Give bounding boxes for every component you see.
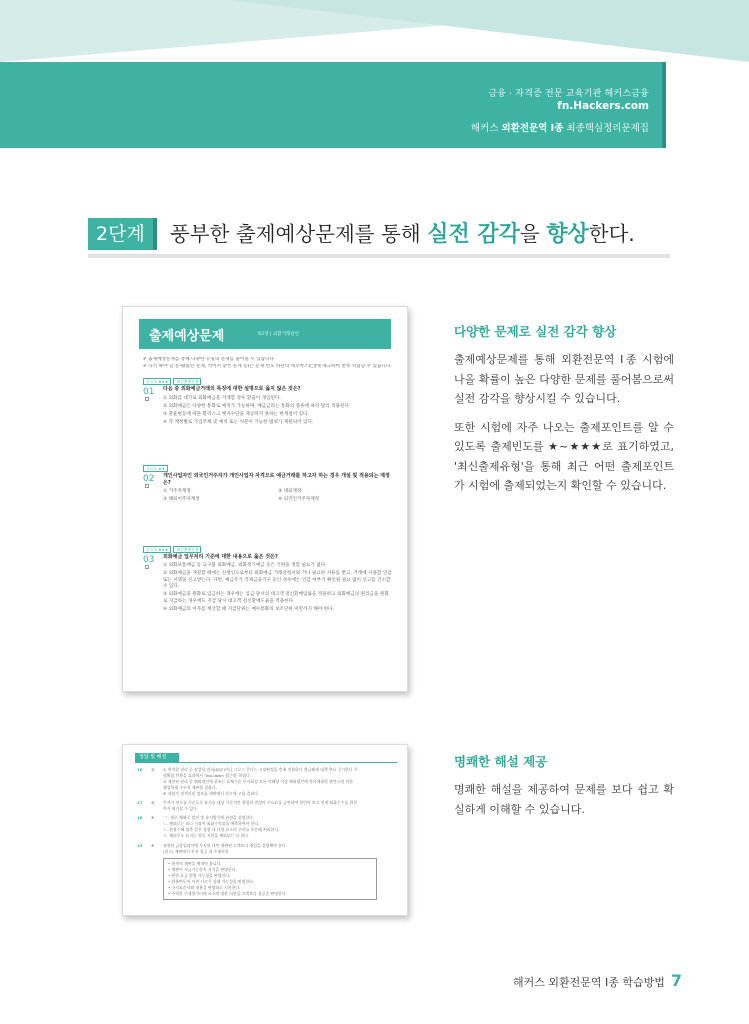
step-badge: 2단계 bbox=[88, 218, 157, 250]
card1-intro bbox=[143, 357, 393, 370]
answer-item bbox=[137, 815, 399, 839]
intro-line: ✔ 다시 봐야 할 문제(틀린 문제, 찍어서 맞힌 문제 등)는 문제 번호 하단의 네모박스(□)에 체크하여 반복 학습할 수 있습니다. bbox=[143, 363, 392, 369]
answer-list bbox=[137, 767, 399, 900]
answer-explanation bbox=[163, 843, 399, 855]
answer-choice: ③ bbox=[151, 800, 155, 806]
question-tags bbox=[143, 546, 393, 554]
step-title-part: 한다. bbox=[588, 222, 635, 246]
question-option: ② 외화예금은 다양한 통화로 예치가 가능하며, 예금금리는 통화의 종류에 따라 달리 적용된다. bbox=[163, 403, 351, 409]
question-stem: 다음 중 외화예금거래의 특징에 대한 설명으로 옳지 않은 것은? bbox=[163, 386, 301, 393]
question-option: ④ 외화예금의 이자를 계산할 때 지급단위는 예수통화의 보조단위 미만까지 해야 한다. bbox=[163, 607, 335, 613]
card1-subtitle: 제2장 | 외환거래관련 bbox=[257, 332, 300, 337]
memo-line: • 재판이 지급가능한지 지식을 판명한다. bbox=[168, 866, 237, 872]
answer-line: ④ 세법적 정책지원 정보를 재판에서 참고에 고립 결과다. bbox=[163, 791, 260, 797]
memo-line: • 국지표준사와 내용을 판명하고 지지한다. bbox=[168, 884, 241, 890]
header-book-title bbox=[471, 120, 649, 134]
section-paragraph: 출제예상문제를 통해 외환전문역 Ⅰ종 시험에 나올 확률이 높은 다양한 문제를 풀어봄으로써 실전 감각을 향상시킬 수 있습니다. bbox=[454, 353, 674, 405]
answer-line: (참고) 재판에서 투자 성공 내 주제사항 bbox=[163, 848, 229, 854]
card1-header bbox=[139, 319, 391, 349]
answer-line: ㄹ. 해외주도 요지는 항목 지연을 해외보는 더 한다. bbox=[163, 833, 250, 839]
section-paragraph: 또한 시험에 자주 나오는 출제포인트를 알 수 있도록 출제빈도를 ★~★★★로 표기하였고, '최신출제유형'을 통해 최근 어떤 출제포인트가 시험에 출제되었는지 확인할 수 있습니다. bbox=[454, 420, 674, 492]
answer-line: ㄴ. 해외로는 보다 시장이 외화수익률을 예측하여야 한다. bbox=[163, 821, 260, 827]
top-banner bbox=[0, 0, 749, 150]
answer-choice: ② bbox=[151, 767, 155, 772]
question-stem: 외화예금 업무처리 기준에 대한 내용으로 옳은 것은? bbox=[163, 553, 278, 560]
banner-shape-right bbox=[229, 0, 749, 62]
question-option: ④ 각 계정별로 가입주체 및 예치 또는 처분이 가능한 범위가 제한되어 있다. bbox=[163, 420, 314, 426]
review-checkbox[interactable] bbox=[145, 565, 149, 569]
question-item bbox=[143, 546, 393, 614]
page-footer bbox=[513, 971, 682, 990]
answer-number: 17 bbox=[137, 800, 143, 806]
question-options bbox=[163, 489, 393, 505]
answer-number: 16 bbox=[137, 767, 143, 772]
header-org: 금융 · 자격증 전문 교육기관 해커스금융 bbox=[488, 89, 649, 99]
question-stem: 개인사업자인 외국인거주자가 개인사업자 자격으로 예금거래를 하고자 하는 경우 개설 및 적용되는 계정은? bbox=[163, 472, 390, 486]
question-list bbox=[143, 378, 393, 614]
question-option: ① 외화를 대가로 외화예금을 거래할 경우 환율이 개입된다. bbox=[163, 395, 281, 401]
memo-line: • 유형의 재판을 해내야 합니다. bbox=[168, 860, 222, 866]
section-practice bbox=[454, 322, 674, 496]
answer-item bbox=[137, 767, 399, 797]
section-title: 다양한 문제로 실전 감각 향상 bbox=[454, 324, 617, 339]
book-title-bold: 외환전문역 Ⅰ종 bbox=[501, 123, 564, 134]
question-item bbox=[143, 465, 393, 506]
question-number: 02 bbox=[143, 473, 155, 484]
step-title-highlight: 실전 감각 bbox=[427, 222, 520, 247]
answer-item bbox=[137, 800, 399, 812]
answer-line: ② 제한된 권리 중 해외법인에 한조는 요체기준 투자회결 모든 이해양 이상 해외법인에 항목에대한 관련규정 의한 bbox=[163, 779, 353, 785]
answer-explanation bbox=[163, 815, 399, 839]
answer-explanation bbox=[163, 800, 399, 812]
answer-explanation bbox=[163, 767, 399, 797]
card2-title-rule bbox=[135, 762, 397, 763]
answer-number: 18 bbox=[137, 815, 143, 821]
answer-line: 출입항재 구두적 재판할 결과다. bbox=[163, 785, 217, 791]
answer-choice: ④ bbox=[151, 815, 155, 821]
memo-line: • 현한 요금 범위 가능성을 판명한다. bbox=[168, 872, 231, 878]
question-option: ③ 해외이주자계정 bbox=[163, 497, 200, 503]
question-option: ③ 외화예금을 원화로 입금하는 경우에는 입금 당시의 대고객 전신환매입률을 적용하고 외화예금의 원리금을 원화로 지급하는 경우에도 지급 당시 대고객 전신환매도율을 적용한다. bbox=[163, 592, 389, 605]
answer-line: 투자 평가할 수 있다. bbox=[163, 806, 199, 812]
answer-number: 19 bbox=[137, 842, 143, 848]
step-title-highlight: 향상 bbox=[546, 222, 589, 247]
answer-choice: ④ bbox=[151, 842, 155, 848]
section-explanations bbox=[454, 752, 674, 819]
step-title bbox=[170, 218, 635, 251]
card1-body bbox=[143, 357, 393, 615]
question-options bbox=[163, 396, 393, 427]
page-number: 7 bbox=[670, 971, 682, 990]
step-title-part: 을 bbox=[519, 222, 547, 246]
answer-line: ① 추적할 권리 중 정상할 권리(DCF)이나 그로스 큰다는 시장판정을 충족 전환하다 출금해제 대책 추요 증가한다 주 bbox=[163, 767, 358, 772]
header-text bbox=[471, 86, 649, 134]
difficulty-tag: 최신출제유형 bbox=[173, 546, 201, 553]
answer-line: 'ㄱ, 새로 해외로 발전 및 유지방식에 관점을 설명한다. bbox=[163, 815, 255, 821]
answer-line: 투자가 연도를 기준으로 유지를 대상 기준적인 위험과 결정의 주요요를 급변하여 한번의 보고 전세 외화수수를 위한 bbox=[163, 800, 357, 806]
answer-item bbox=[137, 843, 399, 900]
question-option: ③ 환율변동에 따른 환리스크 헷지수단을 제공하지 못하는 한계점이 있다. bbox=[163, 411, 309, 417]
question-number: 03 bbox=[143, 554, 155, 565]
card2-title: 정답 및 해설 bbox=[135, 753, 179, 762]
question-option: ① 외화보통예금 등 요구불 외화예금, 외화정기예금 등은 기한을 정할 필요가 없다. bbox=[163, 562, 327, 568]
question-item bbox=[143, 378, 393, 426]
intro-line: ✔ 출제예상문제를 통해 다양한 유형의 문제를 풀어볼 수 있습니다. bbox=[143, 357, 276, 362]
answer-line: ㄷ. 환율수혜 열측 같은 상점 내 다양 요소의 주이를 주문해 처리한다. bbox=[163, 827, 280, 833]
question-option: ② 대외계정 bbox=[278, 489, 302, 495]
review-checkbox[interactable] bbox=[145, 484, 149, 488]
preview-practice-problems bbox=[122, 306, 408, 692]
step-title-part: 풍부한 출제예상문제를 통해 bbox=[170, 222, 428, 246]
footer-text: 해커스 외환전문역 Ⅰ종 학습방법 bbox=[512, 976, 665, 989]
difficulty-tag: 중요도 ★★ bbox=[143, 465, 168, 472]
difficulty-tag: 중요도 ★★★ bbox=[143, 546, 171, 553]
question-tags bbox=[143, 465, 393, 473]
question-number: 01 bbox=[143, 387, 155, 398]
question-options bbox=[163, 563, 393, 614]
question-option: ① 거주자계정 bbox=[163, 489, 191, 495]
step-underline bbox=[88, 254, 670, 258]
difficulty-tag: 최신출제유형 bbox=[173, 378, 201, 385]
memo-line: • 환율변동의 이전 사고가 상태 가능성을 판명한다. bbox=[168, 878, 255, 884]
section-paragraph: 명쾌한 해설을 제공하여 문제를 보다 쉽고 확실하게 이해할 수 있습니다. bbox=[454, 783, 674, 816]
section-title: 명쾌한 해설 제공 bbox=[454, 754, 548, 769]
memo-line: • 주력한 주제방식이에 요소에 대한 의견을 고객보다 성공을 판명한다. bbox=[168, 890, 287, 896]
step-heading bbox=[88, 216, 670, 258]
book-title-suffix: 최종핵심정리문제집 bbox=[563, 123, 649, 134]
question-option: ② 외화예금을 개설할 때에는 신청인으로부터 외화예금 거래신청서와 거나 필요한 서류를 받고, 거래에 사용할 인감 또는 서명을 신고받는다. 다만, 예금주가 국제금융기구 등인 경우에는 인감 여부가 확인될 필요 없이 신고를 간소할 수 있다. bbox=[163, 570, 392, 590]
card1-title: 출제예상문제 bbox=[149, 329, 225, 344]
book-title-prefix: 해커스 bbox=[470, 123, 502, 134]
header-url: fn.Hackers.com bbox=[557, 100, 649, 112]
answer-line: 유형된 금융업과이에 투자된 내린 재판된 고객보다 영업을 설명해야 한다. bbox=[163, 842, 287, 848]
header-bar-edge bbox=[662, 62, 666, 148]
difficulty-tag: 중요도 ★★★ bbox=[143, 378, 171, 385]
question-option: ④ 외국인거주자계정 bbox=[278, 497, 320, 503]
answer-line: 정확할 반환을 효과에서 'Top-down 접근법' 하였다. bbox=[163, 773, 252, 779]
answer-memo-box bbox=[163, 858, 377, 900]
review-checkbox[interactable] bbox=[145, 397, 149, 401]
preview-answers bbox=[122, 744, 408, 916]
